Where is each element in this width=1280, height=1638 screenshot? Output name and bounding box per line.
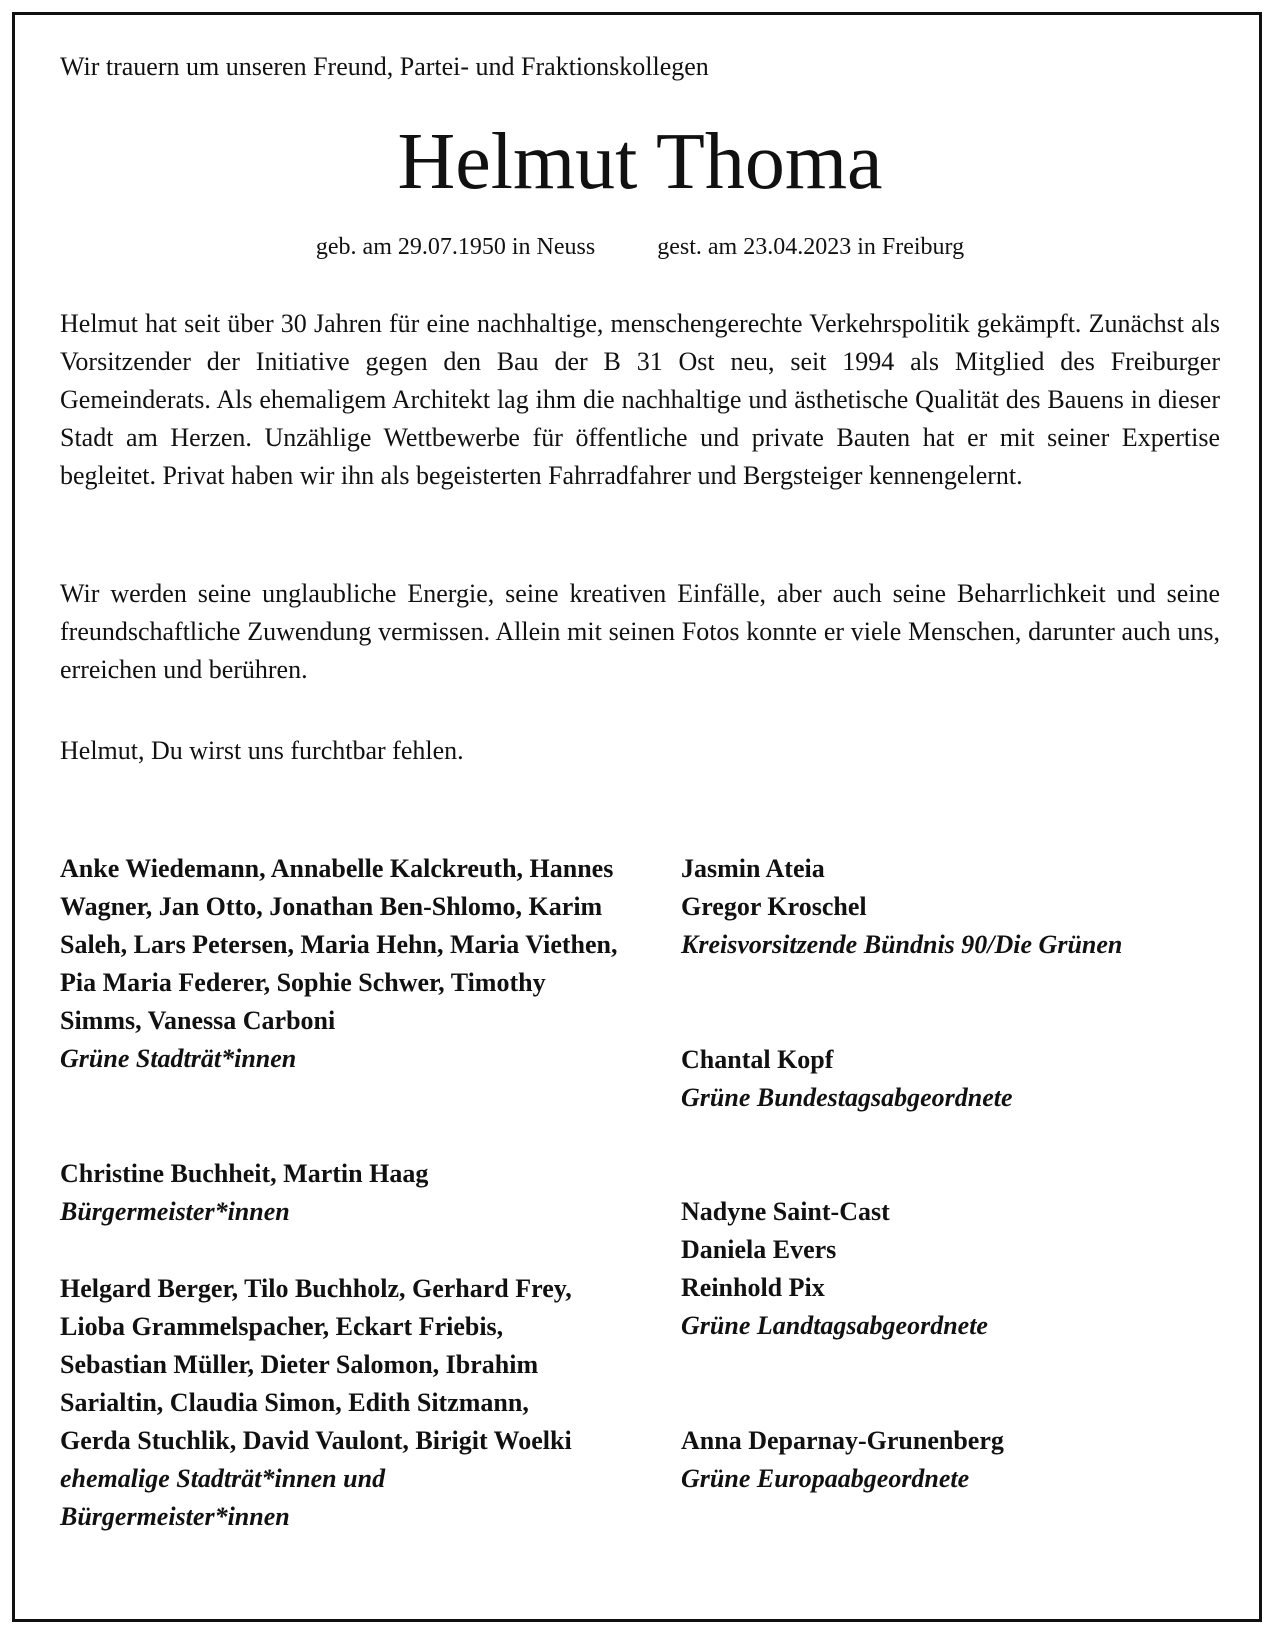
signatory-name: Reinhold Pix [681, 1273, 825, 1302]
signatory-role: Grüne Bundestagsabgeordnete [681, 1083, 1013, 1112]
paragraph-tribute: Helmut hat seit über 30 Jahren für eine nachhaltige, menschengerechte Verkehrspolitik gekämpft. Zunächst als Vorsitzender der Initiative gegen den Bau der B 31 Ost neu, seit 1994 als Mitglied des Freiburger Gemeinderats. Als ehemaligem Architekt lag ihm die nachhaltige und ästhetische Qualität des Bauens in dieser Stadt am Herzen. Unzählige Wettbewerbe für öffentliche und private Bauten hat er mit seiner Expertise begleitet. Privat haben wir ihn als begeisterten Fahrradfahrer und Bergsteiger kennengelernt. [60, 309, 1220, 490]
signatory-group [681, 1193, 988, 1345]
signatory-names: Christine Buchheit, Martin Haag [60, 1159, 429, 1188]
signatory-role: ehemalige Stadträt*innen und Bürgermeister*innen [60, 1464, 386, 1531]
paragraph-memories: Wir werden seine unglaubliche Energie, seine kreativen Einfälle, aber auch seine Beharrlichkeit und seine freundschaftliche Zuwendung vermissen. Allein mit seinen Fotos konnte er viele Menschen, darunter auch uns, erreichen und berühren. [60, 579, 1220, 684]
signatory-names: Helgard Berger, Tilo Buchholz, Gerhard Frey, Lioba Grammelspacher, Eckart Friebis, Sebastian Müller, Dieter Salomon, Ibrahim Sarialtin, Claudia Simon, Edith Sitzmann, Gerda Stuchlik, David Vaulont, Birigit Woelki [60, 1274, 572, 1455]
signatory-name: Chantal Kopf [681, 1045, 834, 1074]
signatory-group [681, 850, 1122, 964]
signatory-group [681, 1041, 1013, 1117]
signatory-name: Daniela Evers [681, 1235, 837, 1264]
signatory-role: Kreisvorsitzende Bündnis 90/Die Grünen [681, 930, 1123, 959]
signatory-group [60, 850, 620, 1078]
signatory-group [60, 1155, 620, 1231]
signatory-role: Grüne Stadträt*innen [60, 1044, 297, 1073]
signatory-group [60, 1270, 580, 1536]
birth-date: geb. am 29.07.1950 in Neuss [315, 234, 596, 260]
signatory-group [681, 1422, 1004, 1498]
signatory-role: Grüne Europaabgeordnete [681, 1464, 970, 1493]
signatory-name: Gregor Kroschel [681, 892, 867, 921]
signatory-name: Nadyne Saint-Cast [681, 1197, 890, 1226]
life-dates [0, 234, 1280, 261]
signatory-name: Jasmin Ateia [681, 854, 825, 883]
intro-line: Wir trauern um unseren Freund, Partei- und Fraktionskollegen [60, 52, 709, 81]
signatory-role: Grüne Landtagsabgeordnete [681, 1311, 988, 1340]
paragraph-farewell: Helmut, Du wirst uns furchtbar fehlen. [60, 736, 464, 765]
deceased-name: Helmut Thoma [397, 118, 883, 206]
signatory-role: Bürgermeister*innen [60, 1197, 290, 1226]
death-date: gest. am 23.04.2023 in Freiburg [657, 234, 965, 260]
signatory-name: Anna Deparnay-Grunenberg [681, 1426, 1004, 1455]
signatory-names: Anke Wiedemann, Annabelle Kalckreuth, Hannes Wagner, Jan Otto, Jonathan Ben-Shlomo, Karim Saleh, Lars Petersen, Maria Hehn, Maria Viethen, Pia Maria Federer, Sophie Schwer, Timothy Simms, Vanessa Carboni [60, 854, 618, 1035]
